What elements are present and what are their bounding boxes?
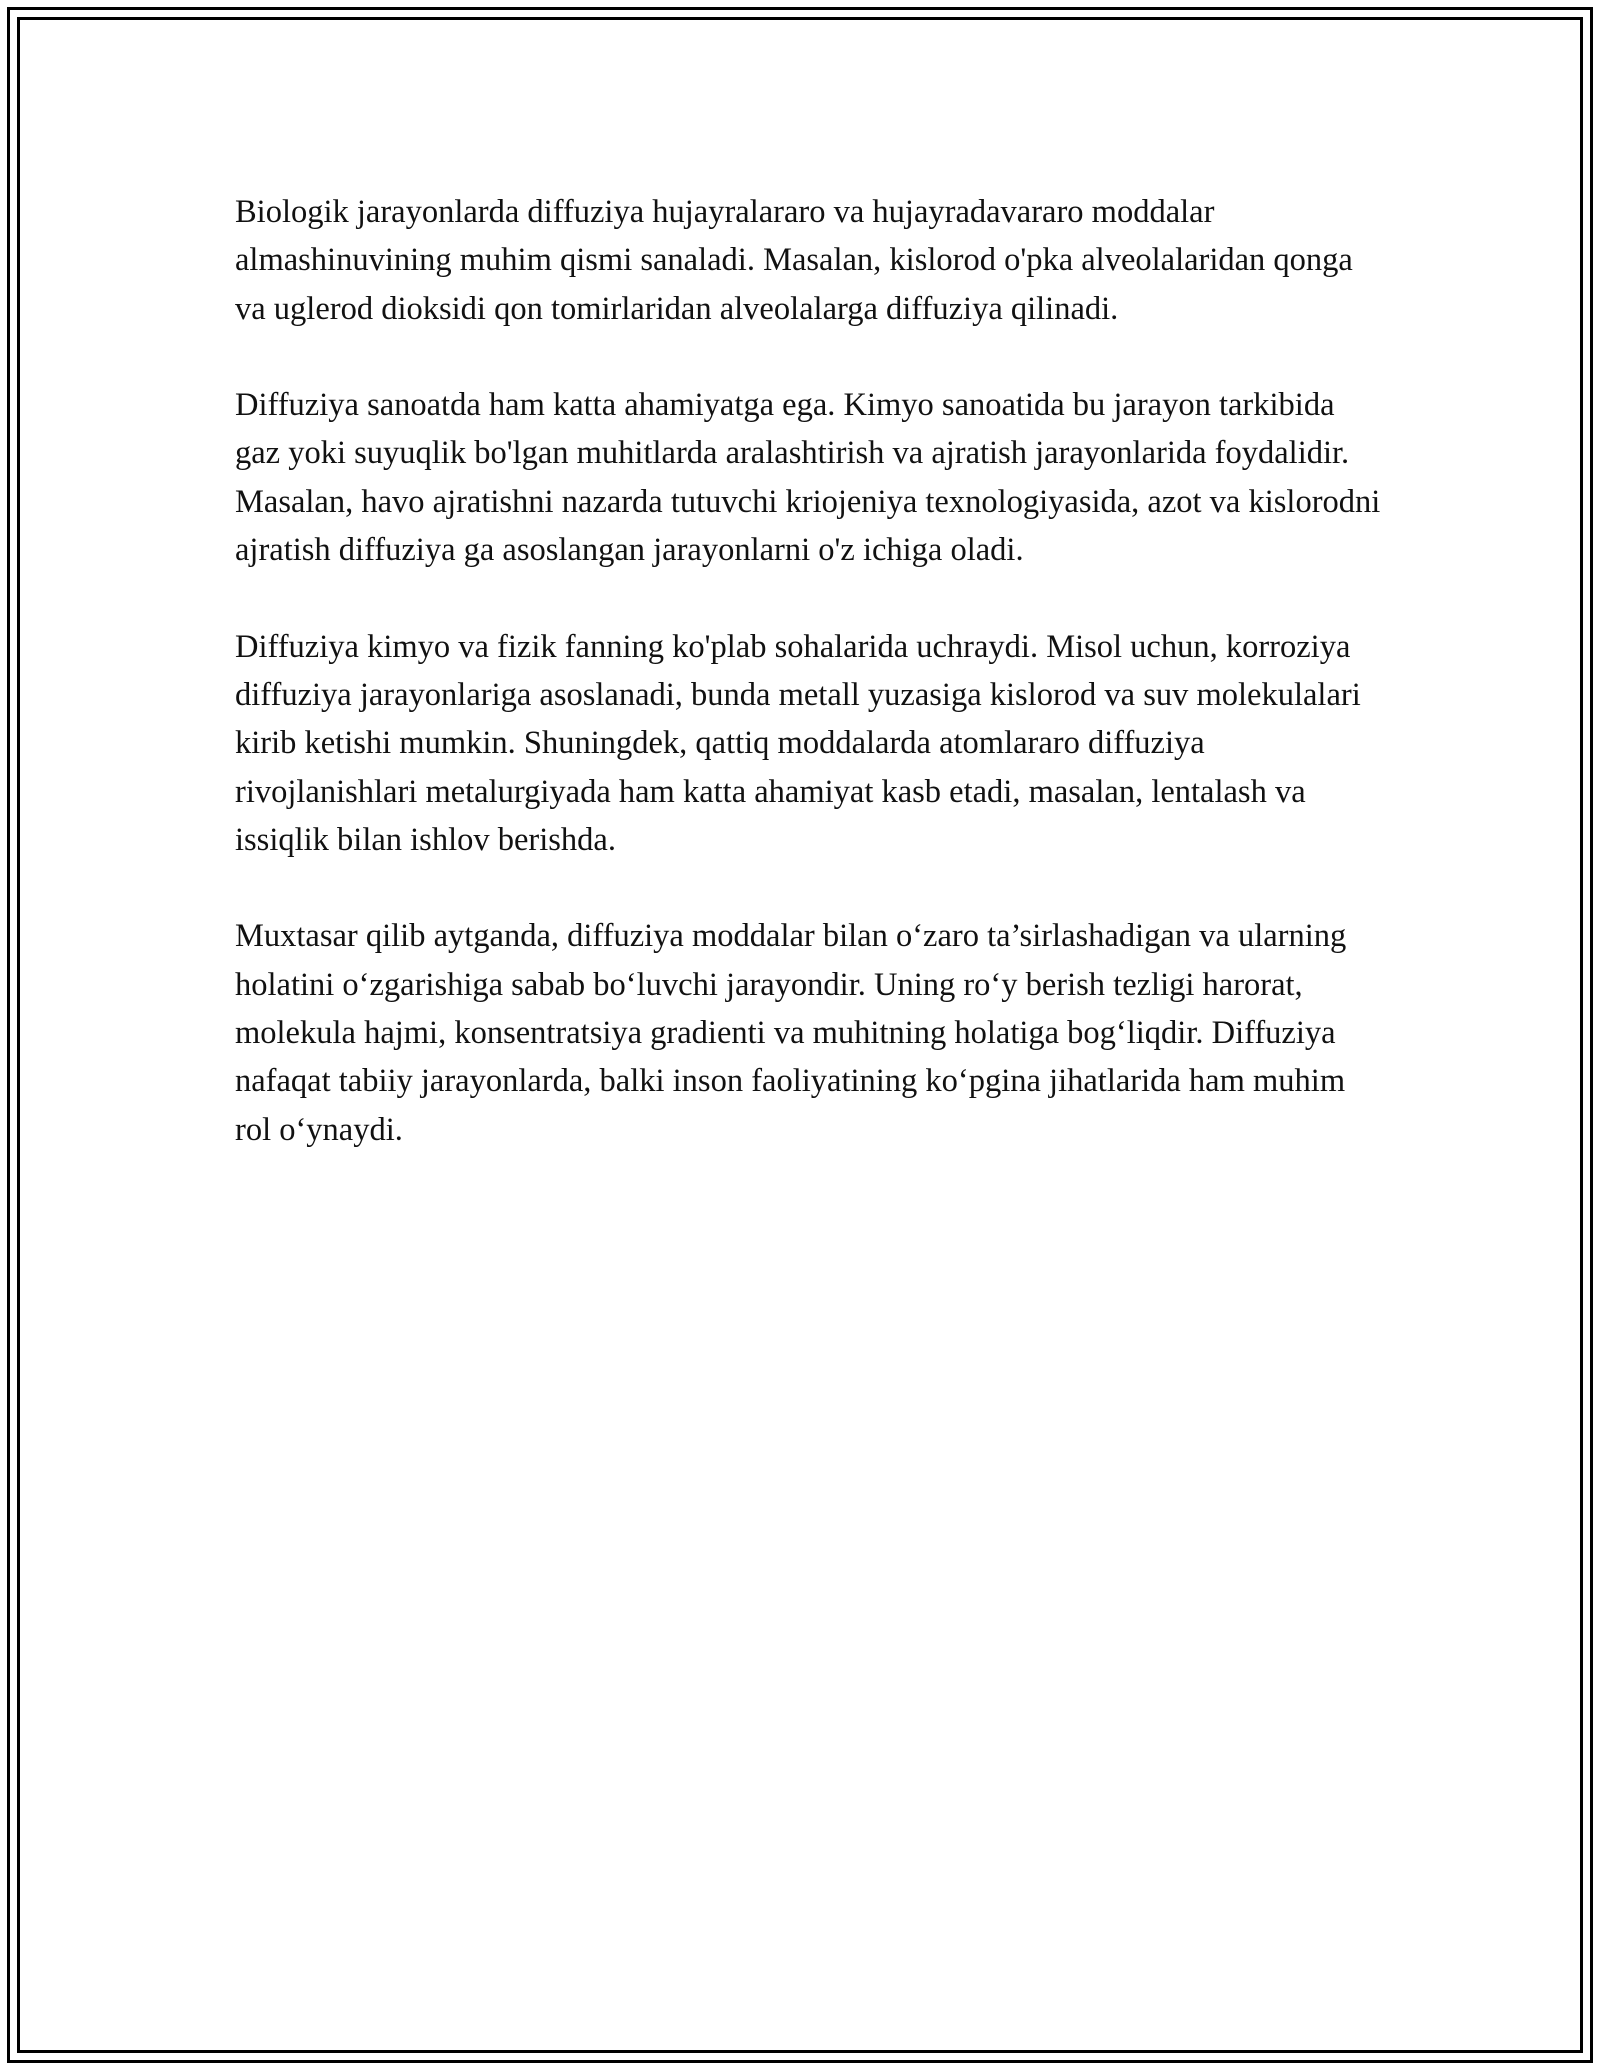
paragraph-industrial-diffusion: Diffuziya sanoatda ham katta ahamiyatga ega. Kimyo sanoatida bu jarayon tarkibida gaz yoki suyuqlik bo'lgan muhitlarda aralashtirish va ajratish jarayonlarida foydalidir. Masalan, havo ajratishni nazarda tutuvchi kriojeniya texnologiyasida, azot va kislorodni ajratish diffuziya ga asoslangan jarayonlarni o'z ichiga oladi. xyxy=(235,387,1381,569)
paragraph-chemistry-physics-diffusion: Diffuziya kimyo va fizik fanning ko'plab sohalarida uchraydi. Misol uchun, korroziya diffuziya jarayonlariga asoslanadi, bunda metall yuzasiga kislorod va suv molekulalari kirib ketishi mumkin. Shuningdek, qattiq moddalarda atomlararo diffuziya rivojlanishlari metalurgiyada ham katta ahamiyat kasb etadi, masalan, lentalash va issiqlik bilan ishlov berishda. xyxy=(235,628,1361,858)
paragraph-biological-diffusion: Biologik jarayonlarda diffuziya hujayralararo va hujayradavararo moddalar almashinuvining muhim qismi sanaladi. Masalan, kislorod o'pka alveolalaridan qonga va uglerod dioksidi qon tomirlaridan alveolalarga diffuziya qilinadi. xyxy=(235,194,1353,327)
paragraph-summary: Muxtasar qilib aytganda, diffuziya moddalar bilan o‘zaro ta’sirlashadigan va ularning holatini o‘zgarishiga sabab bo‘luvchi jarayondir. Uning ro‘y berish tezligi harorat, molekula hajmi, konsentratsiya gradienti va muhitning holatiga bog‘liqdir. Diffuziya nafaqat tabiiy jarayonlarda, balki inson faoliyatining ko‘pgina jihatlarida ham muhim rol o‘ynaydi. xyxy=(235,918,1347,1148)
document-body xyxy=(235,188,1385,1202)
